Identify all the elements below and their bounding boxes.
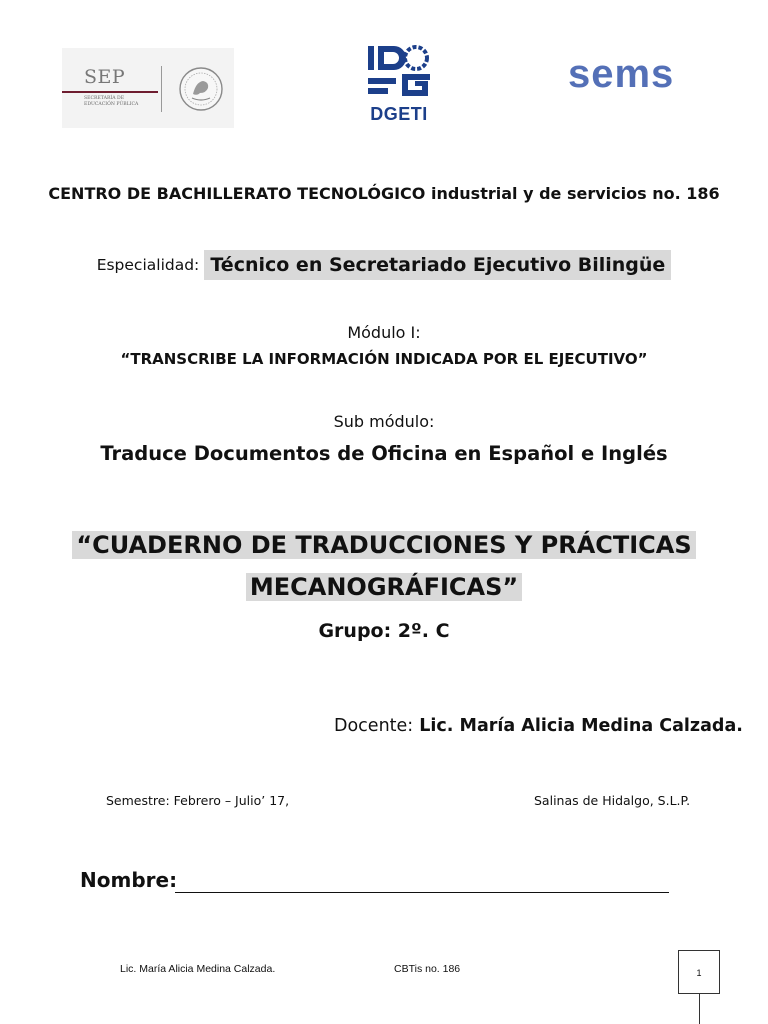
semester-text: Semestre: Febrero – Julio’ 17, xyxy=(106,793,290,808)
teacher-label: Docente: xyxy=(334,716,414,736)
specialty-line xyxy=(0,250,768,286)
mexico-seal-icon xyxy=(178,66,224,112)
footer-author: Lic. María Alicia Medina Calzada. xyxy=(120,963,276,975)
sep-logo-divider xyxy=(161,66,162,112)
specialty-label: Especialidad: xyxy=(96,256,200,274)
submodule-label: Sub módulo: xyxy=(333,412,435,431)
notebook-title-line1: “CUADERNO DE TRADUCCIONES Y PRÁCTICAS xyxy=(72,531,695,559)
name-blank-line xyxy=(175,892,669,893)
institution-name: CENTRO DE BACHILLERATO TECNOLÓGICO industrial y de servicios no. 186 xyxy=(48,184,720,203)
module-label: Módulo I: xyxy=(347,323,421,342)
dgeti-logo-icon xyxy=(364,44,434,102)
submodule-title: Traduce Documentos de Oficina en Español e Inglés xyxy=(100,442,668,465)
sep-logo-rule xyxy=(62,91,158,93)
location-text: Salinas de Hidalgo, S.L.P. xyxy=(534,793,691,808)
module-title: “TRANSCRIBE LA INFORMACIÓN INDICADA POR EL EJECUTIVO” xyxy=(120,350,648,368)
sep-logo-subtitle: SECRETARÍA DE EDUCACIÓN PÚBLICA xyxy=(84,96,139,107)
teacher-name: Lic. María Alicia Medina Calzada. xyxy=(419,716,743,736)
sems-logo: sems xyxy=(568,52,675,96)
page-number: 1 xyxy=(678,950,720,994)
page-number-rule xyxy=(699,994,700,1024)
group-label: Grupo: 2º. C xyxy=(318,620,450,642)
notebook-title-line2: MECANOGRÁFICAS” xyxy=(246,573,522,601)
teacher-line xyxy=(334,716,743,736)
specialty-value: Técnico en Secretariado Ejecutivo Bilingüe xyxy=(204,250,671,280)
name-label: Nombre: xyxy=(80,868,178,892)
dgeti-logo-text: DGETI xyxy=(370,104,428,124)
footer-school: CBTis no. 186 xyxy=(394,963,461,975)
notebook-title xyxy=(0,524,768,608)
sep-logo-text: SEP xyxy=(84,66,126,88)
